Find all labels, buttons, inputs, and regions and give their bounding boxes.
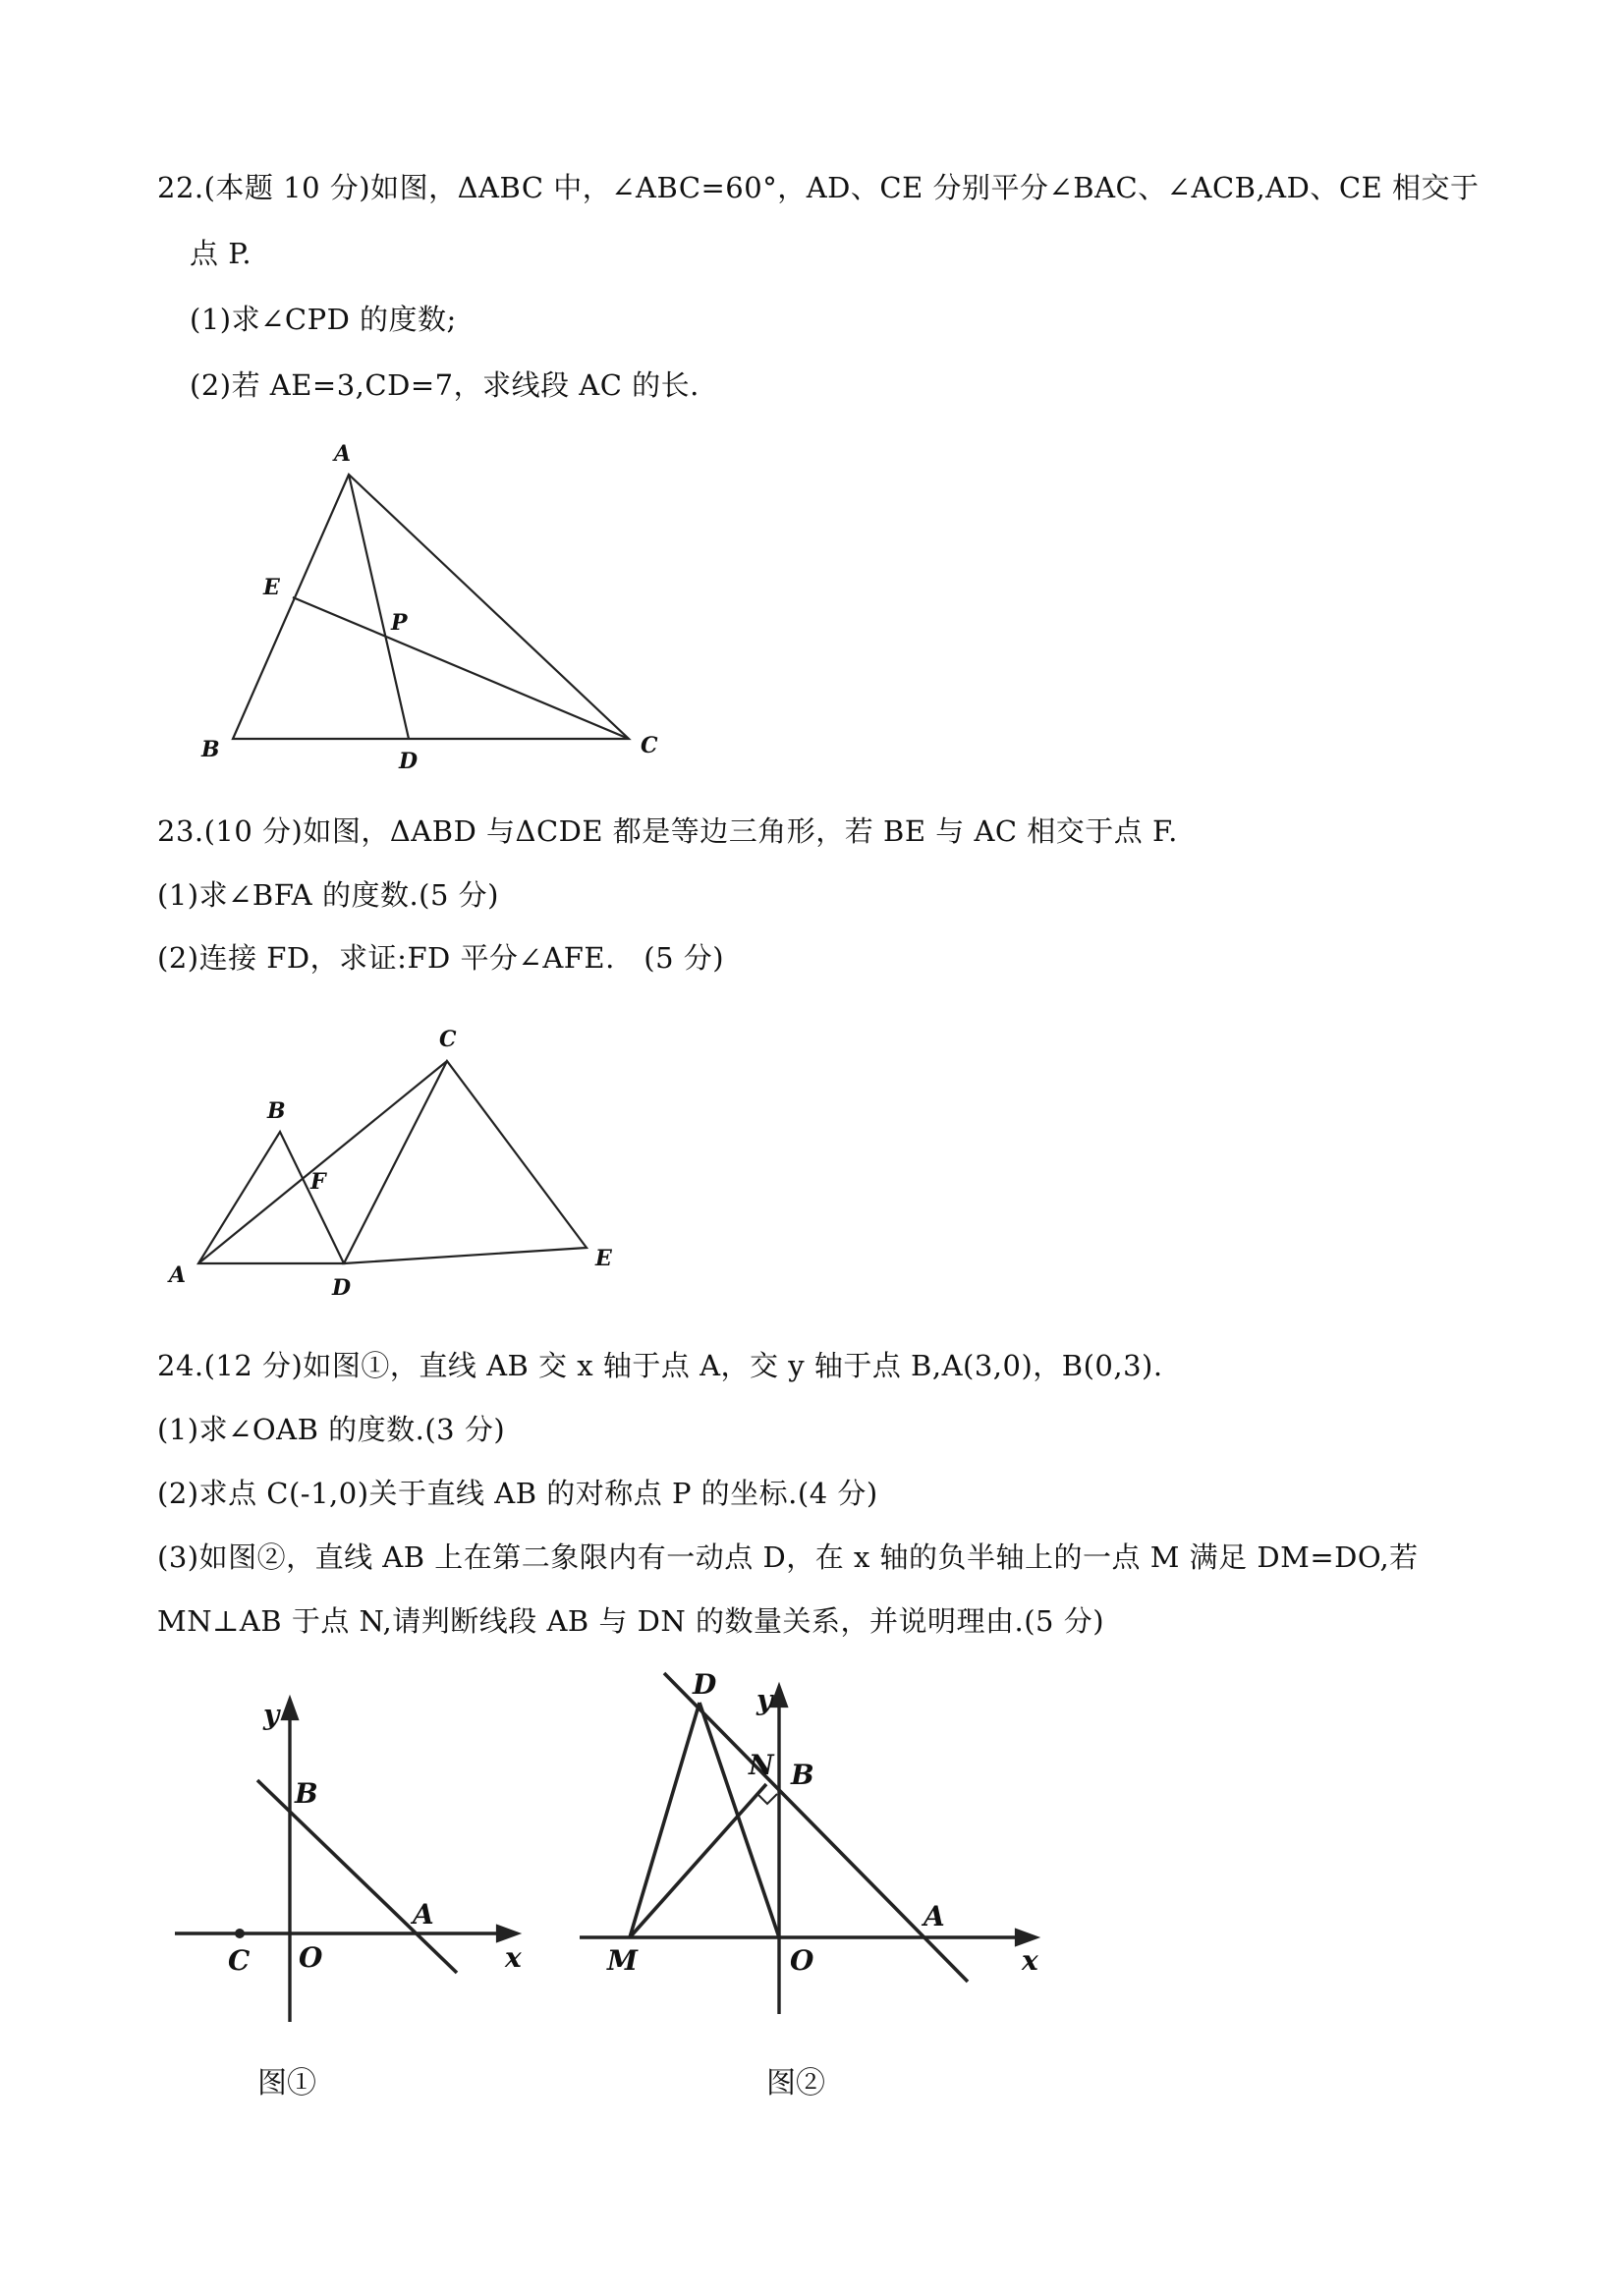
label-a: A <box>334 441 352 467</box>
label-c: C <box>228 1944 251 1977</box>
q22-triangle-figure <box>187 422 678 776</box>
label-d: D <box>332 1275 352 1301</box>
label-b: B <box>267 1098 286 1124</box>
q23-part1: (1)求∠BFA 的度数.(5 分) <box>157 878 499 912</box>
y-axis-arrow <box>282 1698 298 1719</box>
label-e: E <box>595 1246 612 1271</box>
q23-triangles-figure <box>157 1012 648 1307</box>
label-b: B <box>295 1777 318 1810</box>
y-axis-arrow <box>771 1685 787 1707</box>
label-d: D <box>399 749 419 774</box>
x-axis-arrow <box>497 1926 519 1941</box>
label-a: A <box>923 1900 945 1932</box>
q24-line1: 24.(12 分)如图①，直线 AB 交 x 轴于点 A，交 y 轴于点 B,A(3,0)，B(0,3). <box>157 1349 1163 1382</box>
label-a: A <box>413 1898 434 1931</box>
right-angle-mark <box>757 1794 777 1804</box>
q22-part2: (2)若 AE=3,CD=7，求线段 AC 的长. <box>190 368 700 402</box>
label-x: x <box>1022 1944 1038 1977</box>
label-n: N <box>749 1749 774 1781</box>
segment-ac <box>198 1061 447 1263</box>
x-axis-arrow <box>1016 1930 1037 1945</box>
segment-mn <box>630 1784 766 1937</box>
label-m: M <box>607 1944 638 1977</box>
label-p: P <box>391 610 408 636</box>
label-c: C <box>439 1027 457 1052</box>
q24-part3b: MN⊥AB 于点 N,请判断线段 AB 与 DN 的数量关系，并说明理由.(5 分) <box>157 1604 1105 1638</box>
triangle-abc <box>233 475 629 739</box>
segment-ce <box>293 597 629 739</box>
label-y: y <box>263 1699 280 1731</box>
label-y: y <box>756 1684 773 1716</box>
label-b: B <box>201 737 220 762</box>
q23-part2: (2)连接 FD，求证:FD 平分∠AFE. (5 分) <box>157 941 725 975</box>
figure-1-caption: 图① <box>257 2066 316 2100</box>
q22-line1: 22.(本题 10 分)如图，ΔABC 中，∠ABC=60°，AD、CE 分别平分∠BAC、∠ACB,AD、CE 相交于 <box>157 171 1480 204</box>
line-ab <box>664 1673 968 1982</box>
triangle-cde <box>344 1061 587 1263</box>
segment-ad <box>349 475 409 739</box>
q22-line2: 点 P. <box>190 237 252 270</box>
q23-line1: 23.(10 分)如图，ΔABD 与ΔCDE 都是等边三角形，若 BE 与 AC 相交于点 F. <box>157 814 1178 848</box>
q24-figure-1 <box>167 1690 540 2034</box>
q24-part3a: (3)如图②，直线 AB 上在第二象限内有一动点 D，在 x 轴的负半轴上的一点 M 满足 DM=DO,若 <box>157 1540 1419 1574</box>
q24-part1: (1)求∠OAB 的度数.(3 分) <box>157 1413 506 1446</box>
label-b: B <box>791 1759 814 1791</box>
label-o: O <box>299 1941 323 1974</box>
q24-figure-2 <box>570 1660 1061 2034</box>
segment-do <box>700 1703 779 1937</box>
label-d: D <box>693 1668 717 1701</box>
label-f: F <box>310 1169 326 1195</box>
q24-part2: (2)求点 C(-1,0)关于直线 AB 的对称点 P 的坐标.(4 分) <box>157 1477 878 1510</box>
label-e: E <box>263 575 280 600</box>
q22-part1: (1)求∠CPD 的度数; <box>190 303 457 336</box>
label-x: x <box>505 1941 522 1974</box>
point-c <box>235 1929 245 1938</box>
line-ab <box>257 1780 457 1973</box>
label-a: A <box>169 1262 187 1288</box>
segment-dm <box>630 1703 700 1937</box>
figure-2-caption: 图② <box>766 2066 825 2100</box>
label-c: C <box>641 733 658 758</box>
label-o: O <box>790 1944 814 1977</box>
triangle-abd <box>198 1132 344 1263</box>
